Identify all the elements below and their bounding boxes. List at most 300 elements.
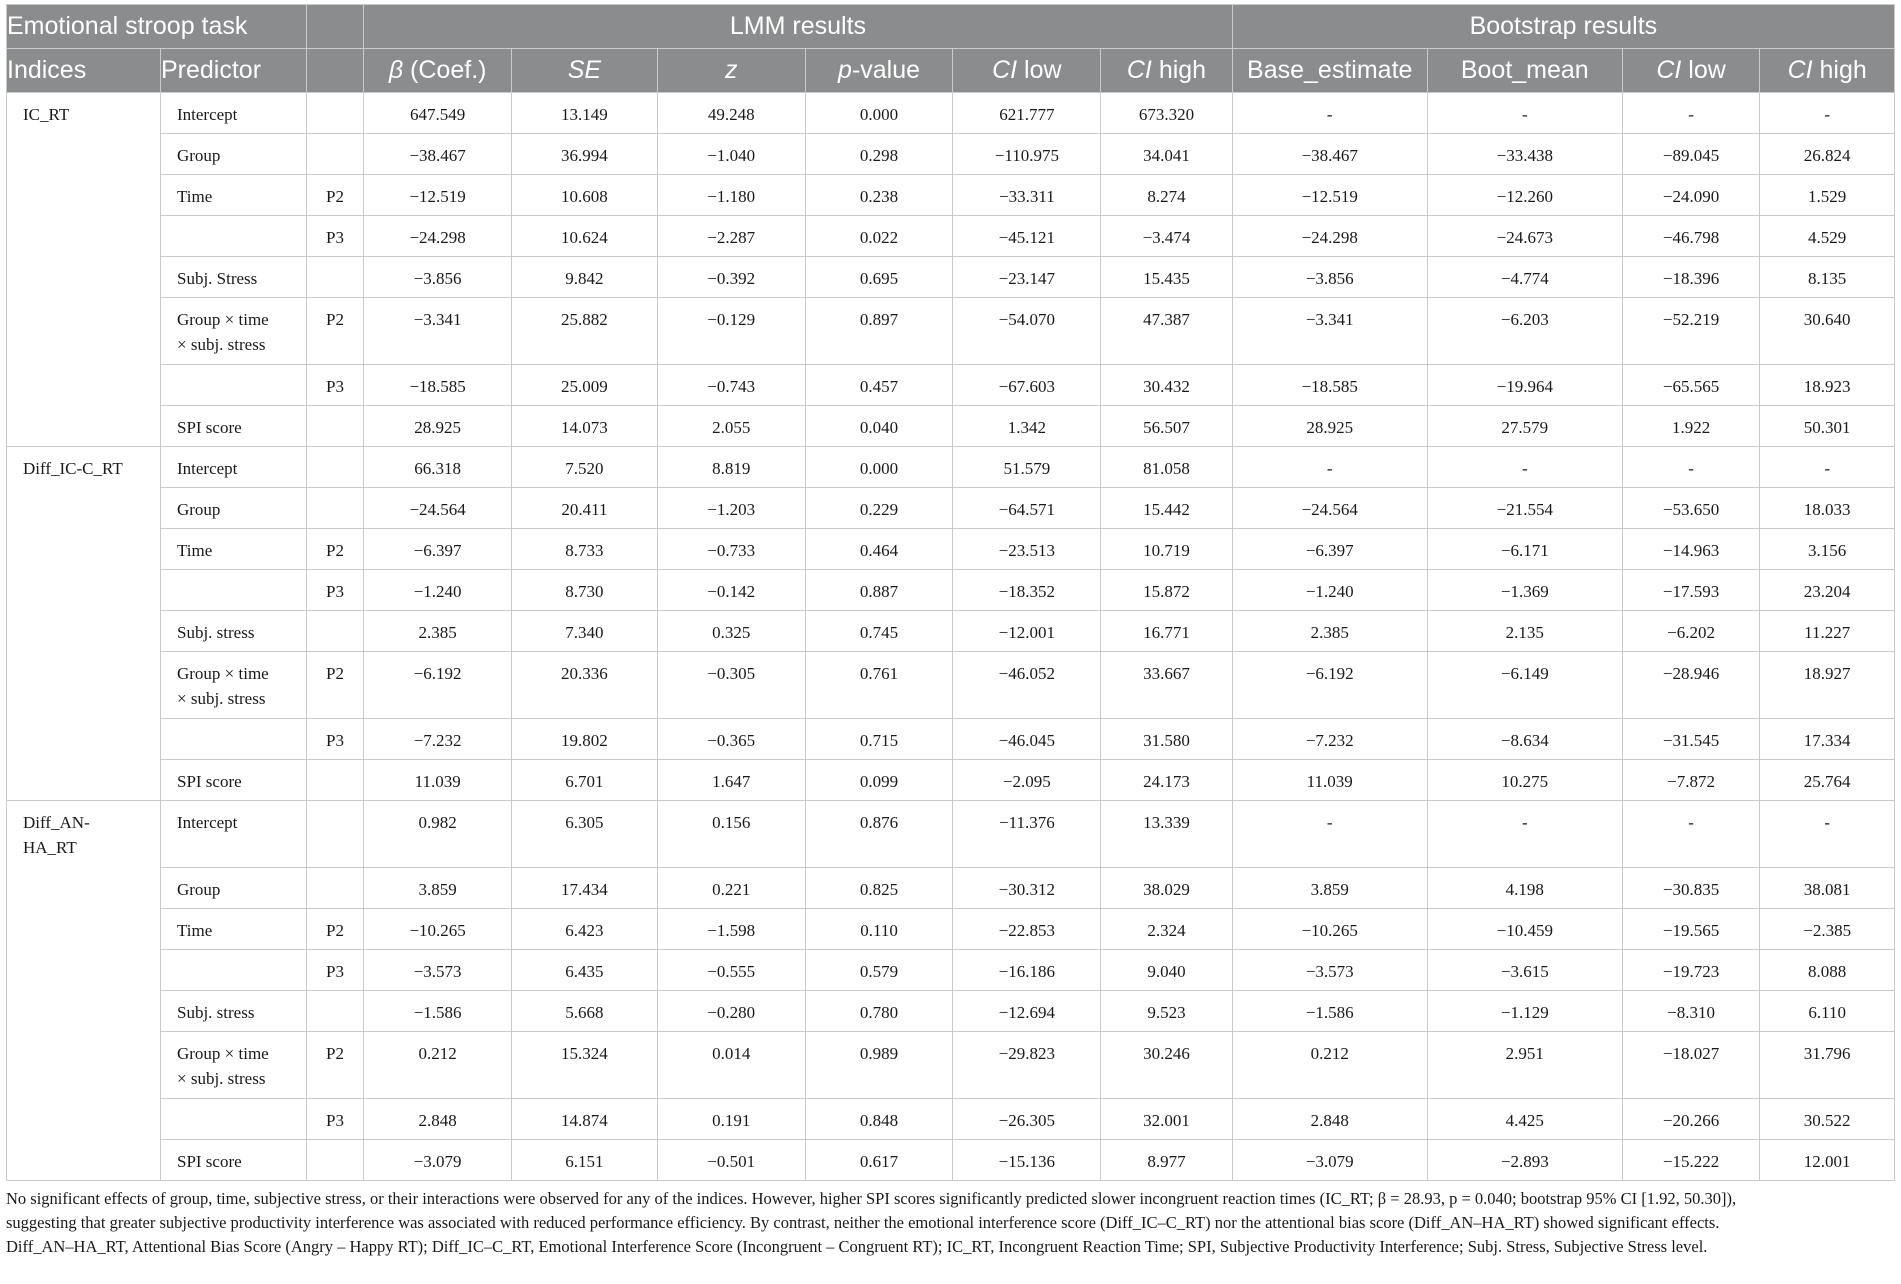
base-estimate-cell: 2.848 bbox=[1232, 1099, 1427, 1140]
beta-cell: −3.573 bbox=[364, 950, 512, 991]
ci-low-cell: −46.045 bbox=[953, 719, 1101, 760]
p-value-cell: 0.825 bbox=[805, 868, 953, 909]
ci-low-cell: 51.579 bbox=[953, 447, 1101, 488]
p-value-cell: 0.457 bbox=[805, 365, 953, 406]
predictor-cell: Subj. stress bbox=[160, 991, 306, 1032]
table-row bbox=[7, 134, 1895, 175]
se-cell: 25.882 bbox=[512, 298, 658, 365]
table-row bbox=[7, 257, 1895, 298]
boot-ci-low-cell: −6.202 bbox=[1622, 611, 1760, 652]
header-blank bbox=[306, 5, 363, 49]
beta-cell: 0.212 bbox=[364, 1032, 512, 1099]
boot-ci-low-cell: −20.266 bbox=[1622, 1099, 1760, 1140]
se-cell: 8.730 bbox=[512, 570, 658, 611]
ci-high-cell: 81.058 bbox=[1101, 447, 1232, 488]
z-cell: −0.392 bbox=[657, 257, 805, 298]
predictor-cell: SPI score bbox=[160, 760, 306, 801]
base-estimate-cell: −10.265 bbox=[1232, 909, 1427, 950]
z-cell: 8.819 bbox=[657, 447, 805, 488]
ci-low-cell: −64.571 bbox=[953, 488, 1101, 529]
z-cell: −0.280 bbox=[657, 991, 805, 1032]
boot-ci-low-cell: −17.593 bbox=[1622, 570, 1760, 611]
table-row bbox=[7, 991, 1895, 1032]
boot-ci-low-cell: −24.090 bbox=[1622, 175, 1760, 216]
table-row bbox=[7, 570, 1895, 611]
boot-ci-low-cell: −89.045 bbox=[1622, 134, 1760, 175]
ci-high-cell: 9.523 bbox=[1101, 991, 1232, 1032]
beta-cell: 66.318 bbox=[364, 447, 512, 488]
p-value-cell: 0.040 bbox=[805, 406, 953, 447]
timepoint-cell: P2 bbox=[306, 652, 363, 719]
table-row bbox=[7, 216, 1895, 257]
predictor-cell: Group bbox=[160, 868, 306, 909]
z-cell: −1.598 bbox=[657, 909, 805, 950]
ci-low-cell: −54.070 bbox=[953, 298, 1101, 365]
timepoint-cell bbox=[306, 868, 363, 909]
timepoint-cell bbox=[306, 991, 363, 1032]
beta-cell: 0.982 bbox=[364, 801, 512, 868]
p-value-cell: 0.887 bbox=[805, 570, 953, 611]
se-cell: 7.340 bbox=[512, 611, 658, 652]
ci-low-cell: −110.975 bbox=[953, 134, 1101, 175]
boot-ci-high-cell: - bbox=[1760, 93, 1895, 134]
ci-high-cell: 38.029 bbox=[1101, 868, 1232, 909]
timepoint-cell: P3 bbox=[306, 570, 363, 611]
index-label: Diff_AN- HA_RT bbox=[7, 801, 161, 1181]
boot-ci-low-cell: −65.565 bbox=[1622, 365, 1760, 406]
col-base-estimate: Base_estimate bbox=[1232, 49, 1427, 93]
ci-low-cell: −45.121 bbox=[953, 216, 1101, 257]
timepoint-cell bbox=[306, 257, 363, 298]
timepoint-cell: P2 bbox=[306, 175, 363, 216]
timepoint-cell: P2 bbox=[306, 298, 363, 365]
boot-ci-high-cell: 30.522 bbox=[1760, 1099, 1895, 1140]
se-cell: 15.324 bbox=[512, 1032, 658, 1099]
ci-low-cell: −11.376 bbox=[953, 801, 1101, 868]
base-estimate-cell: −3.573 bbox=[1232, 950, 1427, 991]
se-cell: 6.151 bbox=[512, 1140, 658, 1181]
beta-cell: −12.519 bbox=[364, 175, 512, 216]
base-estimate-cell: −1.240 bbox=[1232, 570, 1427, 611]
boot-ci-high-cell: 18.923 bbox=[1760, 365, 1895, 406]
table-row bbox=[7, 175, 1895, 216]
beta-cell: 2.385 bbox=[364, 611, 512, 652]
timepoint-cell: P3 bbox=[306, 950, 363, 991]
boot-mean-cell: −1.369 bbox=[1427, 570, 1622, 611]
boot-ci-high-cell: - bbox=[1760, 801, 1895, 868]
ci-high-cell: 33.667 bbox=[1101, 652, 1232, 719]
boot-ci-high-cell: 3.156 bbox=[1760, 529, 1895, 570]
z-cell: 0.014 bbox=[657, 1032, 805, 1099]
se-cell: 14.874 bbox=[512, 1099, 658, 1140]
boot-mean-cell: −6.171 bbox=[1427, 529, 1622, 570]
timepoint-cell bbox=[306, 93, 363, 134]
z-cell: −0.305 bbox=[657, 652, 805, 719]
predictor-cell: Time bbox=[160, 175, 306, 216]
col-timepoint bbox=[306, 49, 363, 93]
timepoint-cell bbox=[306, 447, 363, 488]
z-cell: −2.287 bbox=[657, 216, 805, 257]
se-cell: 9.842 bbox=[512, 257, 658, 298]
beta-cell: 3.859 bbox=[364, 868, 512, 909]
beta-cell: −3.341 bbox=[364, 298, 512, 365]
lmm-results-header: LMM results bbox=[364, 5, 1232, 49]
z-cell: −0.733 bbox=[657, 529, 805, 570]
beta-cell: −1.240 bbox=[364, 570, 512, 611]
boot-ci-low-cell: −53.650 bbox=[1622, 488, 1760, 529]
boot-mean-cell: 2.135 bbox=[1427, 611, 1622, 652]
boot-ci-high-cell: - bbox=[1760, 447, 1895, 488]
se-cell: 13.149 bbox=[512, 93, 658, 134]
se-cell: 19.802 bbox=[512, 719, 658, 760]
se-cell: 20.336 bbox=[512, 652, 658, 719]
boot-mean-cell: - bbox=[1427, 801, 1622, 868]
base-estimate-cell: - bbox=[1232, 801, 1427, 868]
z-cell: −0.142 bbox=[657, 570, 805, 611]
ci-high-cell: 31.580 bbox=[1101, 719, 1232, 760]
timepoint-cell: P2 bbox=[306, 909, 363, 950]
z-cell: 0.156 bbox=[657, 801, 805, 868]
se-cell: 14.073 bbox=[512, 406, 658, 447]
boot-ci-high-cell: 25.764 bbox=[1760, 760, 1895, 801]
table-row bbox=[7, 365, 1895, 406]
z-cell: −0.555 bbox=[657, 950, 805, 991]
table-row bbox=[7, 93, 1895, 134]
base-estimate-cell: −3.341 bbox=[1232, 298, 1427, 365]
predictor-cell bbox=[160, 216, 306, 257]
p-value-cell: 0.000 bbox=[805, 93, 953, 134]
ci-high-cell: 9.040 bbox=[1101, 950, 1232, 991]
predictor-cell bbox=[160, 570, 306, 611]
predictor-cell bbox=[160, 365, 306, 406]
p-value-cell: 0.780 bbox=[805, 991, 953, 1032]
se-cell: 10.624 bbox=[512, 216, 658, 257]
boot-ci-high-cell: −2.385 bbox=[1760, 909, 1895, 950]
boot-ci-high-cell: 23.204 bbox=[1760, 570, 1895, 611]
boot-ci-high-cell: 8.088 bbox=[1760, 950, 1895, 991]
boot-mean-cell: 2.951 bbox=[1427, 1032, 1622, 1099]
ci-high-cell: 30.432 bbox=[1101, 365, 1232, 406]
base-estimate-cell: −1.586 bbox=[1232, 991, 1427, 1032]
ci-low-cell: −18.352 bbox=[953, 570, 1101, 611]
predictor-cell: Group × time × subj. stress bbox=[160, 652, 306, 719]
index-label: Diff_IC-C_RT bbox=[7, 447, 161, 801]
ci-high-cell: 32.001 bbox=[1101, 1099, 1232, 1140]
base-estimate-cell: −18.585 bbox=[1232, 365, 1427, 406]
timepoint-cell bbox=[306, 1140, 363, 1181]
timepoint-cell: P3 bbox=[306, 216, 363, 257]
table-row bbox=[7, 406, 1895, 447]
beta-cell: −6.397 bbox=[364, 529, 512, 570]
z-cell: 2.055 bbox=[657, 406, 805, 447]
ci-high-cell: 2.324 bbox=[1101, 909, 1232, 950]
se-cell: 6.435 bbox=[512, 950, 658, 991]
base-estimate-cell: 2.385 bbox=[1232, 611, 1427, 652]
predictor-cell bbox=[160, 719, 306, 760]
z-cell: 1.647 bbox=[657, 760, 805, 801]
p-value-cell: 0.848 bbox=[805, 1099, 953, 1140]
predictor-cell: Intercept bbox=[160, 801, 306, 868]
ci-high-cell: −3.474 bbox=[1101, 216, 1232, 257]
base-estimate-cell: 3.859 bbox=[1232, 868, 1427, 909]
p-value-cell: 0.238 bbox=[805, 175, 953, 216]
col-boot-ci-low: CI low bbox=[1622, 49, 1760, 93]
beta-cell: −3.079 bbox=[364, 1140, 512, 1181]
p-value-cell: 0.229 bbox=[805, 488, 953, 529]
ci-high-cell: 47.387 bbox=[1101, 298, 1232, 365]
boot-mean-cell: −10.459 bbox=[1427, 909, 1622, 950]
timepoint-cell bbox=[306, 760, 363, 801]
table-row bbox=[7, 1099, 1895, 1140]
ci-low-cell: −67.603 bbox=[953, 365, 1101, 406]
col-predictor: Predictor bbox=[160, 49, 306, 93]
predictor-cell: Group × time × subj. stress bbox=[160, 298, 306, 365]
table-row bbox=[7, 801, 1895, 868]
base-estimate-cell: 28.925 bbox=[1232, 406, 1427, 447]
table-row bbox=[7, 298, 1895, 365]
ci-low-cell: −22.853 bbox=[953, 909, 1101, 950]
timepoint-cell: P3 bbox=[306, 1099, 363, 1140]
predictor-cell: Intercept bbox=[160, 93, 306, 134]
boot-ci-low-cell: −15.222 bbox=[1622, 1140, 1760, 1181]
boot-mean-cell: −8.634 bbox=[1427, 719, 1622, 760]
footnote-line-1: No significant effects of group, time, subjective stress, or their interactions were observed for any of the indices. However, higher SPI scores significantly predicted slower incongruent reaction times (IC_RT; β = 28.93, p = 0.040; bootstrap 95% CI [1.92, 50.30]), bbox=[6, 1189, 1737, 1208]
boot-mean-cell: −4.774 bbox=[1427, 257, 1622, 298]
results-body bbox=[7, 93, 1895, 1181]
p-value-cell: 0.715 bbox=[805, 719, 953, 760]
col-se: SE bbox=[512, 49, 658, 93]
col-beta: β (Coef.) bbox=[364, 49, 512, 93]
ci-low-cell: −12.694 bbox=[953, 991, 1101, 1032]
base-estimate-cell: 0.212 bbox=[1232, 1032, 1427, 1099]
ci-low-cell: −23.147 bbox=[953, 257, 1101, 298]
col-p-value: p-value bbox=[805, 49, 953, 93]
se-cell: 8.733 bbox=[512, 529, 658, 570]
z-cell: 0.191 bbox=[657, 1099, 805, 1140]
boot-ci-high-cell: 11.227 bbox=[1760, 611, 1895, 652]
boot-ci-low-cell: −8.310 bbox=[1622, 991, 1760, 1032]
boot-ci-high-cell: 18.927 bbox=[1760, 652, 1895, 719]
beta-cell: −24.298 bbox=[364, 216, 512, 257]
boot-ci-high-cell: 6.110 bbox=[1760, 991, 1895, 1032]
boot-ci-high-cell: 30.640 bbox=[1760, 298, 1895, 365]
predictor-cell bbox=[160, 950, 306, 991]
beta-cell: −38.467 bbox=[364, 134, 512, 175]
beta-cell: −3.856 bbox=[364, 257, 512, 298]
boot-mean-cell: 4.198 bbox=[1427, 868, 1622, 909]
z-cell: −0.365 bbox=[657, 719, 805, 760]
col-ci-low: CI low bbox=[953, 49, 1101, 93]
table-row bbox=[7, 868, 1895, 909]
p-value-cell: 0.099 bbox=[805, 760, 953, 801]
ci-high-cell: 24.173 bbox=[1101, 760, 1232, 801]
boot-ci-low-cell: −14.963 bbox=[1622, 529, 1760, 570]
boot-ci-low-cell: −19.565 bbox=[1622, 909, 1760, 950]
ci-high-cell: 13.339 bbox=[1101, 801, 1232, 868]
ci-high-cell: 8.274 bbox=[1101, 175, 1232, 216]
ci-high-cell: 56.507 bbox=[1101, 406, 1232, 447]
boot-ci-low-cell: −18.396 bbox=[1622, 257, 1760, 298]
col-indices: Indices bbox=[7, 49, 161, 93]
boot-ci-low-cell: −7.872 bbox=[1622, 760, 1760, 801]
boot-ci-high-cell: 8.135 bbox=[1760, 257, 1895, 298]
se-cell: 6.305 bbox=[512, 801, 658, 868]
boot-mean-cell: - bbox=[1427, 93, 1622, 134]
ci-high-cell: 673.320 bbox=[1101, 93, 1232, 134]
predictor-cell: Time bbox=[160, 529, 306, 570]
ci-low-cell: −23.513 bbox=[953, 529, 1101, 570]
ci-high-cell: 15.872 bbox=[1101, 570, 1232, 611]
timepoint-cell bbox=[306, 801, 363, 868]
se-cell: 17.434 bbox=[512, 868, 658, 909]
p-value-cell: 0.761 bbox=[805, 652, 953, 719]
boot-mean-cell: −19.964 bbox=[1427, 365, 1622, 406]
base-estimate-cell: −6.192 bbox=[1232, 652, 1427, 719]
ci-low-cell: −16.186 bbox=[953, 950, 1101, 991]
boot-ci-high-cell: 12.001 bbox=[1760, 1140, 1895, 1181]
beta-cell: 28.925 bbox=[364, 406, 512, 447]
footnote-line-2: suggesting that greater subjective productivity interference was associated with reduced performance efficiency. By contrast, neither the emotional interference score (Diff_IC–C_RT) nor the attentional bias score (Diff_AN–HA_RT) showed significant effects. bbox=[6, 1213, 1720, 1232]
boot-mean-cell: 27.579 bbox=[1427, 406, 1622, 447]
table-row bbox=[7, 488, 1895, 529]
timepoint-cell bbox=[306, 134, 363, 175]
ci-low-cell: −15.136 bbox=[953, 1140, 1101, 1181]
boot-ci-high-cell: 1.529 bbox=[1760, 175, 1895, 216]
ci-high-cell: 10.719 bbox=[1101, 529, 1232, 570]
se-cell: 25.009 bbox=[512, 365, 658, 406]
predictor-cell: Intercept bbox=[160, 447, 306, 488]
predictor-cell: SPI score bbox=[160, 1140, 306, 1181]
se-cell: 6.423 bbox=[512, 909, 658, 950]
boot-ci-low-cell: −46.798 bbox=[1622, 216, 1760, 257]
boot-mean-cell: −2.893 bbox=[1427, 1140, 1622, 1181]
beta-cell: −24.564 bbox=[364, 488, 512, 529]
boot-mean-cell: - bbox=[1427, 447, 1622, 488]
ci-low-cell: −26.305 bbox=[953, 1099, 1101, 1140]
boot-ci-low-cell: −28.946 bbox=[1622, 652, 1760, 719]
header-row-columns bbox=[7, 49, 1895, 93]
header-row-groups bbox=[7, 5, 1895, 49]
table-row bbox=[7, 719, 1895, 760]
ci-high-cell: 15.442 bbox=[1101, 488, 1232, 529]
beta-cell: −10.265 bbox=[364, 909, 512, 950]
p-value-cell: 0.876 bbox=[805, 801, 953, 868]
beta-cell: 11.039 bbox=[364, 760, 512, 801]
predictor-cell: Group × time × subj. stress bbox=[160, 1032, 306, 1099]
base-estimate-cell: −24.298 bbox=[1232, 216, 1427, 257]
predictor-cell: Group bbox=[160, 488, 306, 529]
predictor-cell: Subj. stress bbox=[160, 611, 306, 652]
base-estimate-cell: −24.564 bbox=[1232, 488, 1427, 529]
ci-low-cell: 1.342 bbox=[953, 406, 1101, 447]
table-row bbox=[7, 760, 1895, 801]
boot-ci-low-cell: −31.545 bbox=[1622, 719, 1760, 760]
boot-ci-low-cell: −18.027 bbox=[1622, 1032, 1760, 1099]
boot-mean-cell: −6.149 bbox=[1427, 652, 1622, 719]
se-cell: 36.994 bbox=[512, 134, 658, 175]
beta-cell: 647.549 bbox=[364, 93, 512, 134]
boot-mean-cell: −21.554 bbox=[1427, 488, 1622, 529]
p-value-cell: 0.579 bbox=[805, 950, 953, 991]
ci-low-cell: −2.095 bbox=[953, 760, 1101, 801]
bootstrap-results-header: Bootstrap results bbox=[1232, 5, 1894, 49]
se-cell: 6.701 bbox=[512, 760, 658, 801]
predictor-cell: Time bbox=[160, 909, 306, 950]
z-cell: −0.743 bbox=[657, 365, 805, 406]
boot-ci-low-cell: −30.835 bbox=[1622, 868, 1760, 909]
boot-ci-high-cell: 26.824 bbox=[1760, 134, 1895, 175]
ci-low-cell: −29.823 bbox=[953, 1032, 1101, 1099]
se-cell: 10.608 bbox=[512, 175, 658, 216]
base-estimate-cell: 11.039 bbox=[1232, 760, 1427, 801]
base-estimate-cell: −7.232 bbox=[1232, 719, 1427, 760]
z-cell: 49.248 bbox=[657, 93, 805, 134]
boot-ci-high-cell: 4.529 bbox=[1760, 216, 1895, 257]
col-z: z bbox=[657, 49, 805, 93]
ci-low-cell: −30.312 bbox=[953, 868, 1101, 909]
timepoint-cell bbox=[306, 488, 363, 529]
boot-mean-cell: 10.275 bbox=[1427, 760, 1622, 801]
base-estimate-cell: −3.079 bbox=[1232, 1140, 1427, 1181]
p-value-cell: 0.695 bbox=[805, 257, 953, 298]
boot-ci-low-cell: −52.219 bbox=[1622, 298, 1760, 365]
col-boot-mean: Boot_mean bbox=[1427, 49, 1622, 93]
boot-mean-cell: −1.129 bbox=[1427, 991, 1622, 1032]
z-cell: −1.040 bbox=[657, 134, 805, 175]
boot-ci-high-cell: 38.081 bbox=[1760, 868, 1895, 909]
z-cell: −0.501 bbox=[657, 1140, 805, 1181]
table-row bbox=[7, 529, 1895, 570]
results-table bbox=[6, 4, 1895, 1181]
p-value-cell: 0.617 bbox=[805, 1140, 953, 1181]
table-row bbox=[7, 652, 1895, 719]
timepoint-cell: P2 bbox=[306, 529, 363, 570]
boot-ci-high-cell: 50.301 bbox=[1760, 406, 1895, 447]
z-cell: −1.180 bbox=[657, 175, 805, 216]
predictor-cell bbox=[160, 1099, 306, 1140]
ci-low-cell: 621.777 bbox=[953, 93, 1101, 134]
boot-mean-cell: −6.203 bbox=[1427, 298, 1622, 365]
timepoint-cell bbox=[306, 406, 363, 447]
timepoint-cell: P3 bbox=[306, 365, 363, 406]
table-row bbox=[7, 909, 1895, 950]
footnote-line-3: Diff_AN–HA_RT, Attentional Bias Score (Angry – Happy RT); Diff_IC–C_RT, Emotional Interference Score (Incongruent – Congruent RT); IC_RT, Incongruent Reaction Time; SPI, Subjective Productivity Interference; Subj. Stress, Subjective Stress level. bbox=[6, 1237, 1708, 1256]
ci-high-cell: 15.435 bbox=[1101, 257, 1232, 298]
p-value-cell: 0.897 bbox=[805, 298, 953, 365]
p-value-cell: 0.022 bbox=[805, 216, 953, 257]
predictor-cell: Group bbox=[160, 134, 306, 175]
ci-high-cell: 16.771 bbox=[1101, 611, 1232, 652]
boot-ci-high-cell: 17.334 bbox=[1760, 719, 1895, 760]
base-estimate-cell: - bbox=[1232, 93, 1427, 134]
ci-low-cell: −46.052 bbox=[953, 652, 1101, 719]
p-value-cell: 0.110 bbox=[805, 909, 953, 950]
boot-mean-cell: −3.615 bbox=[1427, 950, 1622, 991]
p-value-cell: 0.464 bbox=[805, 529, 953, 570]
z-cell: −1.203 bbox=[657, 488, 805, 529]
beta-cell: −18.585 bbox=[364, 365, 512, 406]
ci-low-cell: −12.001 bbox=[953, 611, 1101, 652]
p-value-cell: 0.989 bbox=[805, 1032, 953, 1099]
ci-high-cell: 8.977 bbox=[1101, 1140, 1232, 1181]
timepoint-cell bbox=[306, 611, 363, 652]
boot-ci-high-cell: 18.033 bbox=[1760, 488, 1895, 529]
base-estimate-cell: −12.519 bbox=[1232, 175, 1427, 216]
boot-ci-low-cell: - bbox=[1622, 93, 1760, 134]
se-cell: 5.668 bbox=[512, 991, 658, 1032]
boot-mean-cell: 4.425 bbox=[1427, 1099, 1622, 1140]
p-value-cell: 0.000 bbox=[805, 447, 953, 488]
